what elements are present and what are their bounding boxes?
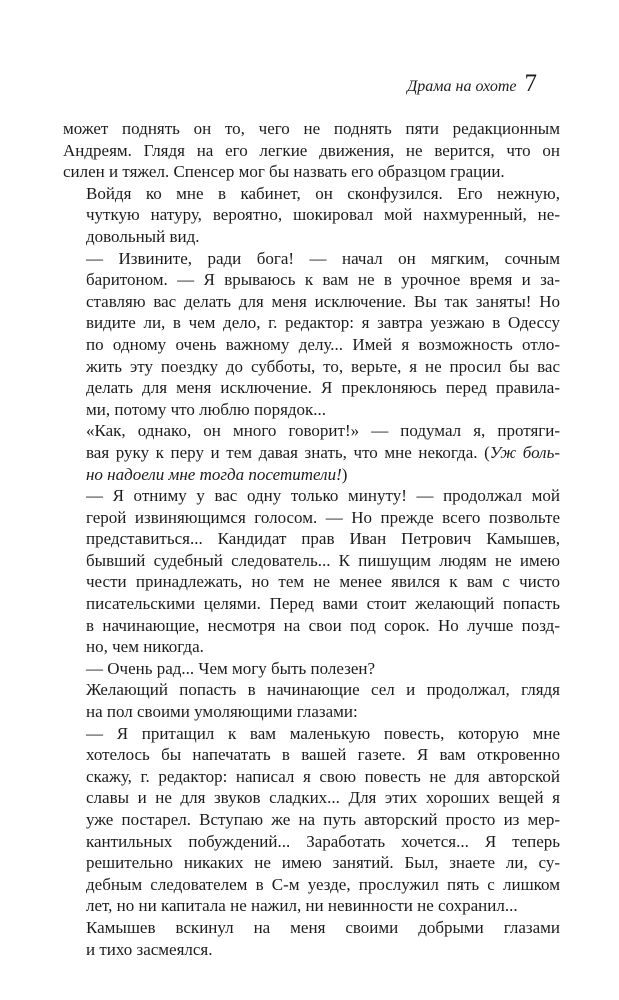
body-text: [63, 118, 560, 960]
page-number: 7: [524, 70, 537, 97]
text-line: чуткую натуру, вероятно, шокировал мой нахмуренный, не-: [86, 205, 560, 225]
text-line: решительно никаких не имею занятий. Был, знаете ли, су-: [86, 853, 560, 873]
text-line: и тихо засмеялся.: [86, 939, 213, 959]
text-line: ми, потому что люблю порядок...: [86, 399, 327, 419]
text-line: довольный вид.: [86, 226, 200, 246]
text-line: бывший судебный следователь... К пишущим людям не имею: [86, 550, 560, 570]
text-line: Андреям. Глядя на его легкие движения, не верится, что он: [63, 140, 560, 160]
text-line: силен и тяжел. Спенсер мог бы назвать его образцом грации.: [63, 162, 505, 182]
italic-segment: но надоели мне тогда посетители!: [86, 464, 342, 484]
text-line: баритоном. — Я врываюсь к вам не в урочное время и за-: [86, 270, 560, 290]
running-title: Драма на охоте: [407, 78, 517, 95]
text-line: Желающий попасть в начинающие сел и продолжал, глядя: [86, 680, 560, 700]
text-line: кантильных побуждений... Заработать хочется... Я теперь: [86, 831, 560, 851]
text-line: — Очень рад... Чем могу быть полезен?: [86, 658, 376, 678]
text-line: [63, 464, 560, 486]
paragraph: [63, 183, 560, 248]
running-head: [407, 70, 537, 98]
text-segment: вая руку к перу и тем давая знать, что мне некогда. (: [86, 442, 490, 462]
text-line: на пол своими умоляющими глазами:: [86, 702, 358, 722]
text-line: но, чем никогда.: [86, 637, 204, 657]
paragraph: [63, 420, 560, 485]
text-line: герой извиняющимся голосом. — Но прежде всего позвольте: [86, 507, 560, 527]
text-line: — Я притащил к вам маленькую повесть, которую мне: [86, 723, 560, 743]
paragraph: [63, 723, 560, 917]
paragraph: [63, 248, 560, 421]
text-line: чести принадлежать, но тем не менее явился к вам с чисто: [86, 572, 560, 592]
text-line: лет, но ни капитала не нажил, ни невинности не сохранил...: [86, 896, 518, 916]
text-line: Войдя ко мне в кабинет, он сконфузился. Его нежную,: [86, 183, 560, 203]
paragraph: [63, 658, 560, 680]
text-line: может поднять он то, чего не поднять пяти редакционным: [63, 119, 560, 138]
paragraph: [63, 118, 560, 183]
text-line: дебным следователем в С-м уезде, прослужил пять с лишком: [86, 874, 560, 894]
text-line: по одному очень важному делу... Имей я возможность отло-: [86, 334, 560, 354]
paragraph: [63, 917, 560, 960]
text-line: хотелось бы напечатать в вашей газете. Я вам откровенно: [86, 745, 560, 765]
text-line: — Извините, ради бога! — начал он мягким, сочным: [86, 248, 560, 268]
text-line: уже постарел. Вступаю же на путь авторский просто из мер-: [86, 810, 560, 829]
text-line: скажу, г. редактор: написал я свою повесть не для авторской: [86, 766, 560, 786]
paragraph: [63, 679, 560, 722]
text-line: представиться... Кандидат прав Иван Петрович Камышев,: [86, 529, 560, 549]
text-line: писательскими целями. Перед вами стоит желающий попасть: [86, 594, 560, 614]
text-line: видите ли, в чем дело, г. редактор: я завтра уезжаю в Одессу: [86, 313, 560, 333]
text-segment: ): [341, 464, 348, 484]
text-line: — Я отниму у вас одну только минуту! — продолжал мой: [86, 486, 560, 506]
text-line: [63, 442, 560, 464]
italic-segment: Уж боль-: [489, 442, 560, 462]
text-line: делать для меня исключение. Я преклоняюсь перед правила-: [86, 378, 560, 398]
paragraph: [63, 485, 560, 658]
text-line: в начинающие, несмотря на свои под сорок. Но лучше позд-: [86, 615, 560, 635]
text-line: славы и не для звуков сладких... Для этих хороших вещей я: [86, 788, 560, 808]
text-line: Камышев вскинул на меня своими добрыми глазами: [86, 917, 560, 937]
text-line: жить эту поездку до субботы, то, верьте, я не просил бы вас: [86, 356, 560, 376]
text-line: «Как, однако, он много говорит!» — подумал я, протяги-: [86, 421, 560, 441]
text-line: ставляю вас делать для меня исключение. Вы так заняты! Но: [86, 291, 560, 311]
